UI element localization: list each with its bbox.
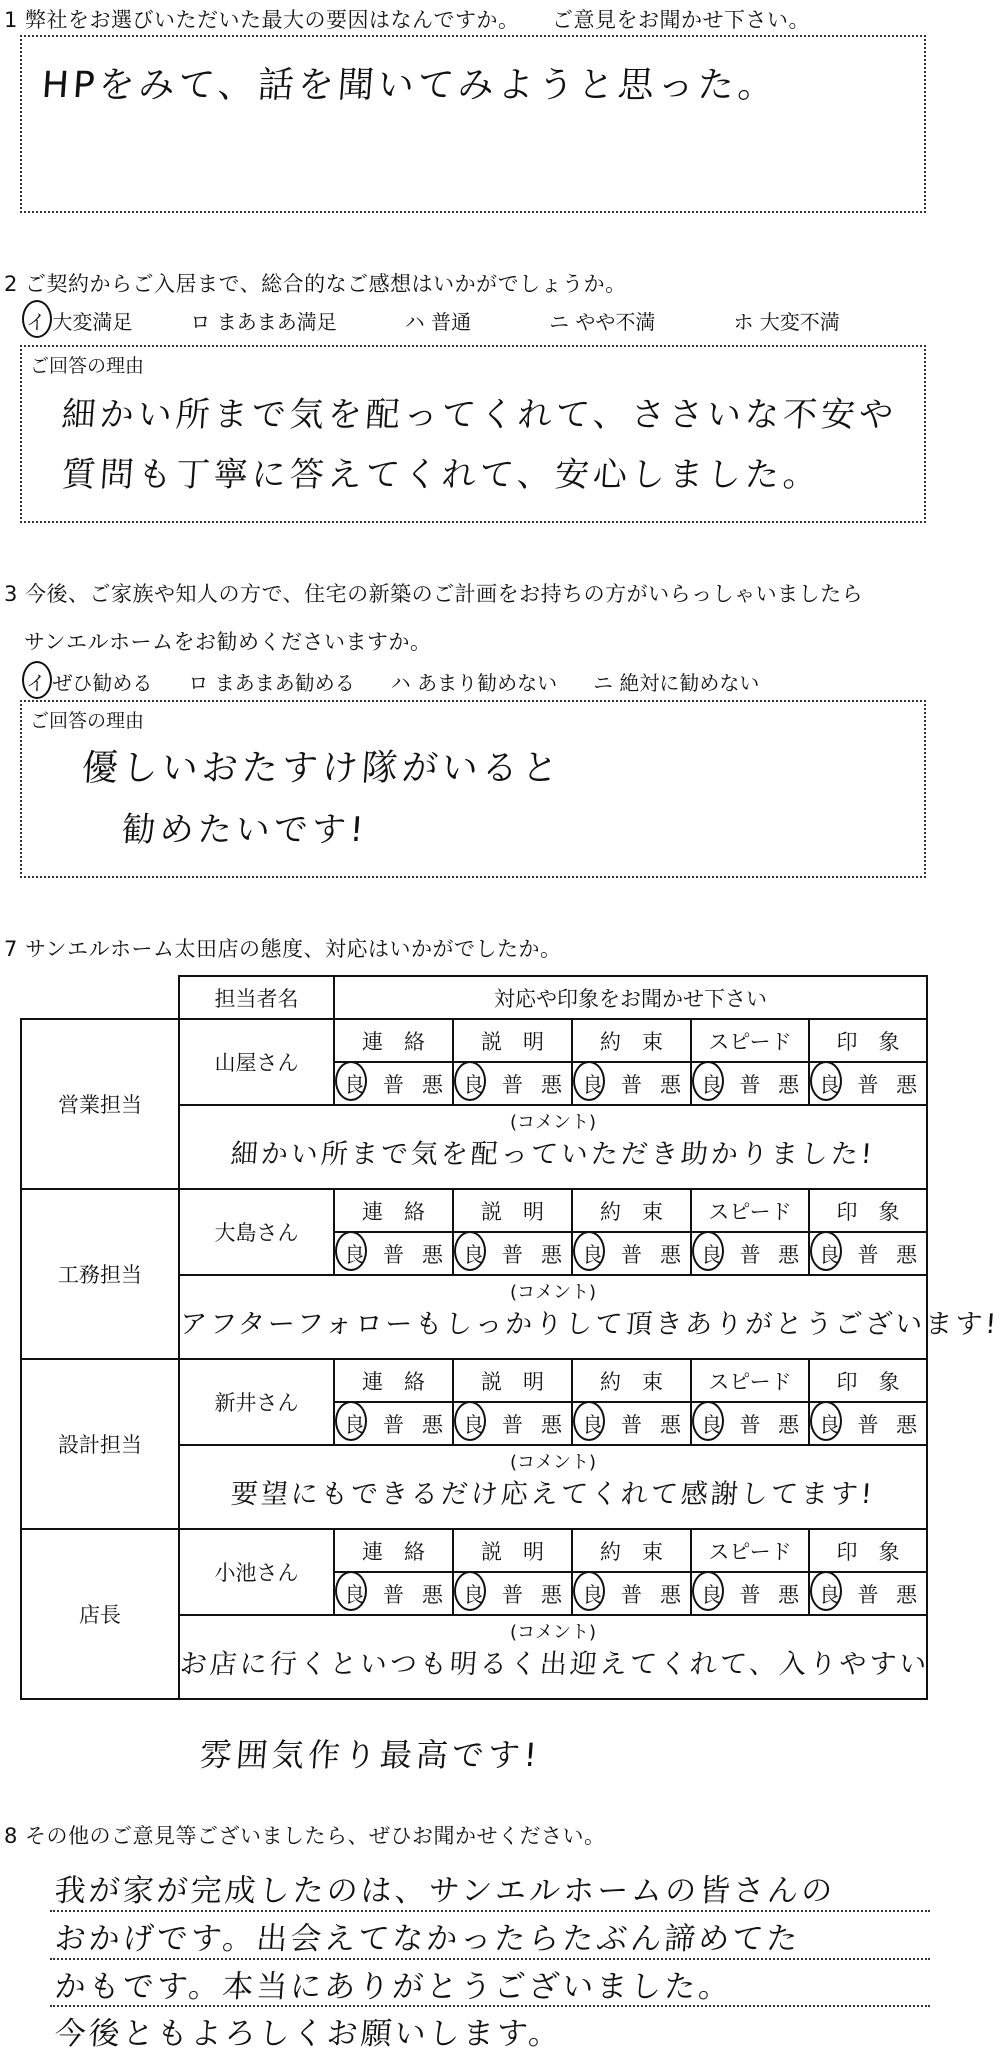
q2-option-3[interactable]: ハ 普通 xyxy=(404,310,472,334)
rating-option-selected[interactable]: 良 xyxy=(342,1069,367,1099)
rating-option[interactable]: 普 xyxy=(857,1412,879,1437)
reason-3-line-1: 優しいおたすけ隊がいると xyxy=(80,748,564,789)
comment-line-2: おかげです。出会えてなかったらたぶん諦めてた xyxy=(53,1921,802,1957)
criterion-label: 約 束 xyxy=(572,1359,691,1402)
comment-cell xyxy=(178,1615,931,1699)
criterion-label: 約 束 xyxy=(572,1019,691,1062)
rating-option-selected[interactable]: 良 xyxy=(580,1239,605,1269)
rating-cell xyxy=(572,1062,691,1105)
writing-line xyxy=(50,1910,930,1912)
criterion-label: 印 象 xyxy=(809,1359,927,1402)
rating-cell xyxy=(334,1572,453,1615)
comment-label: (コメント) xyxy=(509,1452,597,1473)
rating-cell xyxy=(809,1572,927,1615)
rating-option[interactable]: 普 xyxy=(621,1582,642,1607)
rating-option[interactable]: 普 xyxy=(739,1072,761,1097)
rating-option-selected[interactable]: 良 xyxy=(580,1069,605,1099)
rating-option[interactable]: 悪 xyxy=(660,1412,681,1437)
rating-option-selected[interactable]: 良 xyxy=(817,1579,842,1609)
comment-label: (コメント) xyxy=(509,1112,597,1133)
rating-option[interactable]: 悪 xyxy=(896,1242,918,1267)
criterion-label: スピード xyxy=(691,1359,809,1402)
rating-option[interactable]: 悪 xyxy=(660,1242,681,1267)
rating-option-selected[interactable]: 良 xyxy=(461,1409,486,1439)
rating-option[interactable]: 普 xyxy=(502,1582,523,1607)
reason-box-2 xyxy=(20,345,926,523)
rating-option-selected[interactable]: 良 xyxy=(461,1239,486,1269)
criterion-label: 連 絡 xyxy=(334,1019,453,1062)
rating-option-selected[interactable]: 良 xyxy=(580,1579,605,1609)
rating-cell xyxy=(453,1402,572,1445)
rating-option[interactable]: 普 xyxy=(739,1242,761,1267)
staff-name: 山屋さん xyxy=(179,1019,334,1105)
rating-cell xyxy=(691,1062,809,1105)
rating-option[interactable]: 悪 xyxy=(541,1072,562,1097)
rating-option[interactable]: 普 xyxy=(383,1242,404,1267)
answer-1-text: HPをみて、話を聞いてみようと思った。 xyxy=(40,65,780,106)
department-cell: 設計担当 xyxy=(21,1359,179,1529)
criterion-label: 説 明 xyxy=(453,1019,572,1062)
rating-option[interactable]: 悪 xyxy=(541,1242,562,1267)
rating-cell xyxy=(572,1572,691,1615)
header-staff: 担当者名 xyxy=(179,976,334,1019)
department-cell: 店長 xyxy=(21,1529,179,1699)
comment-label: (コメント) xyxy=(509,1282,597,1303)
rating-option-selected[interactable]: 良 xyxy=(580,1409,605,1439)
rating-option[interactable]: 悪 xyxy=(896,1582,918,1607)
staff-evaluation-table xyxy=(20,975,1000,1700)
rating-cell xyxy=(691,1402,809,1445)
rating-option[interactable]: 悪 xyxy=(422,1412,443,1437)
comment-text: アフターフォローもしっかりして頂きありがとうございます! xyxy=(178,1309,1000,1340)
question-8: 8 その他のご意見等ございましたら、ぜひお聞かせください。 xyxy=(4,1824,606,1848)
rating-option-selected[interactable]: 良 xyxy=(342,1239,367,1269)
comment-text: 細かい所まで気を配っていただき助かりました! xyxy=(229,1139,876,1170)
question-3-line-2: サンエルホームをお勧めくださいますか。 xyxy=(24,630,432,654)
criterion-label: 約 束 xyxy=(572,1189,691,1232)
rating-option[interactable]: 普 xyxy=(502,1412,523,1437)
question-1: 1 弊社をお選びいただいた最大の要因はなんですか。 ご意見をお聞かせ下さい。 xyxy=(4,8,811,32)
criterion-label: 印 象 xyxy=(809,1189,927,1232)
question-3-line-1: 3 今後、ご家族や知人の方で、住宅の新築のご計画をお持ちの方がいらっしゃいましたら xyxy=(4,582,864,606)
comment-label: (コメント) xyxy=(509,1622,597,1643)
rating-option[interactable]: 悪 xyxy=(541,1582,562,1607)
q3-option-2[interactable]: ロ まあまあ勧める xyxy=(188,671,355,695)
overflow-comment: 雰囲気作り最高です! xyxy=(198,1736,543,1774)
reason-label: ご回答の理由 xyxy=(30,355,145,377)
criterion-label: 説 明 xyxy=(453,1189,572,1232)
staff-name: 小池さん xyxy=(179,1529,334,1615)
rating-cell xyxy=(572,1232,691,1275)
reason-label: ご回答の理由 xyxy=(30,710,145,732)
rating-option[interactable]: 普 xyxy=(383,1582,404,1607)
comment-text: 要望にもできるだけ応えてくれて感謝してます! xyxy=(229,1479,876,1510)
q2-option-2[interactable]: ロ まあまあ満足 xyxy=(190,310,337,334)
rating-option[interactable]: 普 xyxy=(857,1582,879,1607)
comment-cell xyxy=(179,1445,927,1529)
rating-option-selected[interactable]: 良 xyxy=(461,1579,486,1609)
q2-options xyxy=(26,306,840,335)
rating-option[interactable]: 悪 xyxy=(422,1242,443,1267)
department-cell: 工務担当 xyxy=(21,1189,179,1359)
header-eval: 対応や印象をお聞かせ下さい xyxy=(334,976,927,1019)
criterion-label: 連 絡 xyxy=(334,1189,453,1232)
rating-cell xyxy=(809,1232,927,1275)
rating-option[interactable]: 悪 xyxy=(896,1412,918,1437)
rating-option[interactable]: 悪 xyxy=(778,1242,800,1267)
rating-option[interactable]: 悪 xyxy=(422,1072,443,1097)
q2-option-5[interactable]: ホ 大変不満 xyxy=(733,310,840,334)
rating-option-selected[interactable]: 良 xyxy=(817,1239,842,1269)
rating-option[interactable]: 悪 xyxy=(541,1412,562,1437)
staff-name: 新井さん xyxy=(179,1359,334,1445)
department-cell: 営業担当 xyxy=(21,1019,179,1189)
rating-option[interactable]: 悪 xyxy=(778,1582,800,1607)
rating-option[interactable]: 普 xyxy=(857,1072,879,1097)
comment-text: お店に行くといつも明るく出迎えてくれて、入りやすい xyxy=(178,1649,931,1680)
rating-option-selected[interactable]: 良 xyxy=(342,1579,367,1609)
criterion-label: 連 絡 xyxy=(334,1359,453,1402)
rating-option[interactable]: 悪 xyxy=(660,1072,681,1097)
reason-3-line-2: 勧めたいです! xyxy=(120,810,369,850)
rating-option-selected[interactable]: 良 xyxy=(342,1409,367,1439)
question-7: 7 サンエルホーム太田店の態度、対応はいかがでしたか。 xyxy=(4,937,562,961)
rating-option[interactable]: 普 xyxy=(739,1412,761,1437)
rating-option[interactable]: 悪 xyxy=(896,1072,918,1097)
rating-option-selected[interactable]: 良 xyxy=(699,1579,724,1609)
question-2: 2 ご契約からご入居まで、総合的なご感想はいかがでしょうか。 xyxy=(4,272,627,296)
rating-cell xyxy=(453,1062,572,1105)
criterion-label: スピード xyxy=(691,1529,809,1572)
q3-options xyxy=(26,667,759,696)
rating-option[interactable]: 普 xyxy=(621,1072,642,1097)
comment-cell xyxy=(179,1105,927,1189)
rating-option-selected[interactable]: 良 xyxy=(461,1069,486,1099)
reason-box-3 xyxy=(20,700,926,878)
rating-option[interactable]: 普 xyxy=(502,1072,523,1097)
comment-line-1: 我が家が完成したのは、サンエルホームの皆さんの xyxy=(53,1873,837,1909)
rating-cell xyxy=(809,1402,927,1445)
rating-cell xyxy=(453,1572,572,1615)
q2-option-1[interactable]: イ 大変満足 xyxy=(26,306,132,335)
rating-option-selected[interactable]: 良 xyxy=(817,1069,842,1099)
rating-option[interactable]: 普 xyxy=(621,1242,642,1267)
rating-cell xyxy=(334,1232,453,1275)
answer-box-1 xyxy=(20,35,926,213)
rating-cell xyxy=(809,1062,927,1105)
comment-cell xyxy=(178,1275,1000,1359)
selected-circle xyxy=(22,300,52,338)
rating-option-selected[interactable]: 良 xyxy=(817,1409,842,1439)
criterion-label: 連 絡 xyxy=(334,1529,453,1572)
rating-cell xyxy=(691,1232,809,1275)
comment-line-4: 今後ともよろしくお願いします。 xyxy=(53,2016,564,2052)
rating-option-selected[interactable]: 良 xyxy=(699,1239,724,1269)
rating-option[interactable]: 普 xyxy=(383,1072,404,1097)
q3-option-4[interactable]: ニ 絶対に勧めない xyxy=(593,671,760,695)
rating-cell xyxy=(334,1062,453,1105)
criterion-label: スピード xyxy=(691,1019,809,1062)
rating-option[interactable]: 悪 xyxy=(422,1582,443,1607)
selected-circle xyxy=(22,661,52,699)
rating-option[interactable]: 普 xyxy=(383,1412,404,1437)
rating-cell xyxy=(572,1402,691,1445)
rating-option[interactable]: 普 xyxy=(857,1242,879,1267)
criterion-label: 説 明 xyxy=(453,1359,572,1402)
reason-2-line-1: 細かい所まで気を配ってくれて、ささいな不安や xyxy=(60,395,899,435)
rating-cell xyxy=(453,1232,572,1275)
criterion-label: 印 象 xyxy=(809,1019,927,1062)
staff-name: 大島さん xyxy=(179,1189,334,1275)
criterion-label: スピード xyxy=(691,1189,809,1232)
rating-option[interactable]: 悪 xyxy=(778,1072,800,1097)
writing-line xyxy=(50,1958,930,1960)
rating-option-selected[interactable]: 良 xyxy=(699,1409,724,1439)
comment-line-3: かもです。本当にありがとうございました。 xyxy=(53,1969,734,2005)
rating-cell xyxy=(691,1572,809,1615)
rating-option[interactable]: 普 xyxy=(621,1412,642,1437)
q2-option-4[interactable]: ニ やや不満 xyxy=(549,310,656,334)
q3-option-3[interactable]: ハ あまり勧めない xyxy=(390,671,558,695)
rating-option[interactable]: 普 xyxy=(739,1582,761,1607)
criterion-label: 説 明 xyxy=(453,1529,572,1572)
rating-option[interactable]: 悪 xyxy=(660,1582,681,1607)
criterion-label: 約 束 xyxy=(572,1529,691,1572)
rating-option-selected[interactable]: 良 xyxy=(699,1069,724,1099)
rating-cell xyxy=(334,1402,453,1445)
q3-option-1[interactable]: イ ぜひ勧める xyxy=(26,667,152,696)
rating-option[interactable]: 悪 xyxy=(778,1412,800,1437)
rating-option[interactable]: 普 xyxy=(502,1242,523,1267)
criterion-label: 印 象 xyxy=(809,1529,927,1572)
reason-2-line-2: 質問も丁寧に答えてくれて、安心しました。 xyxy=(60,455,823,495)
